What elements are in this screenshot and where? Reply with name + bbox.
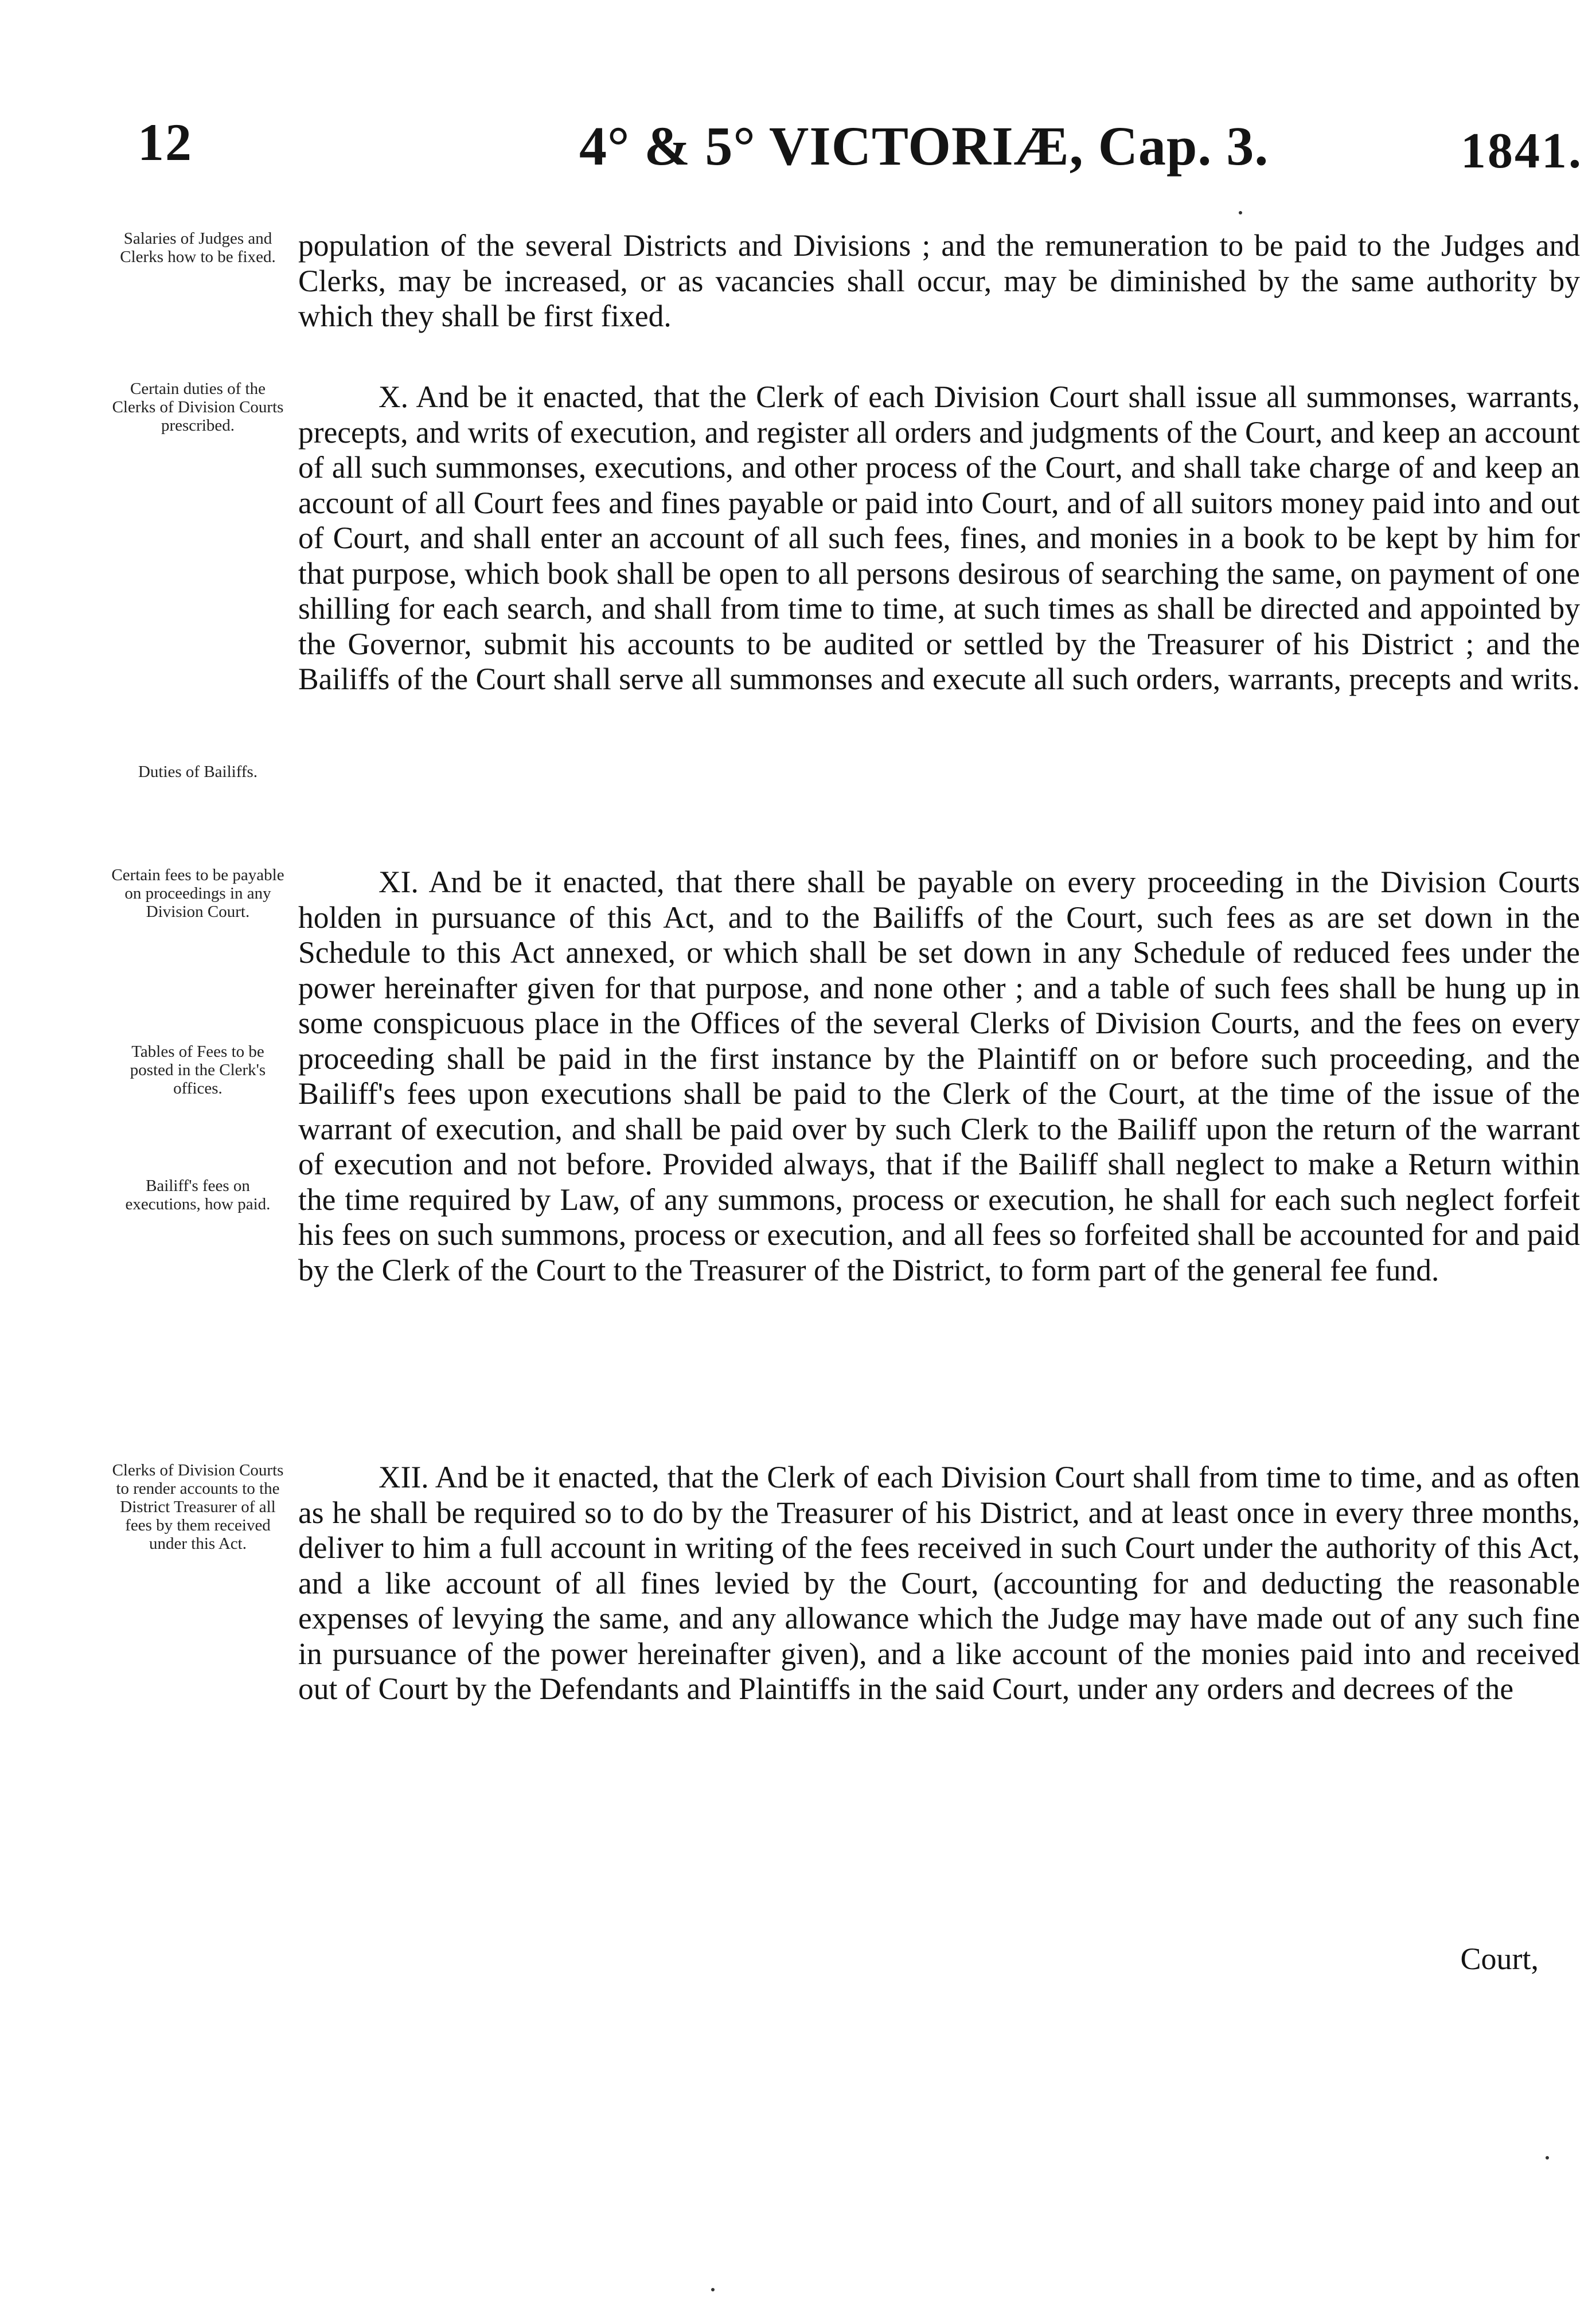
section-xi [298,865,1580,1288]
margin-note-certain-fees: Certain fees to be payable on proceedings in any Division Court. [111,866,284,921]
section-xi-text: XI. And be it enacted, that there shall be payable on every proceeding in the Division Courts holden in pursuance of this Act, and to the Bailiffs of the Court, such fees as are set down in the Schedule to this Act annexed, or which shall be set down in any Schedule of reduced fees under the power hereinafter given for that purpose, and none other ; and a table of such fees shall be hung up in some conspicuous place in the Offices of the several Clerks of Division Courts, and the fees on every proceeding shall be paid in the first instance by the Plaintiff on or before such proceeding, and the Bailiff's fees upon executions shall be paid to the Clerk of the Court, at the time of the issue of the warrant of execution, and shall be paid over by such Clerk to the Bailiff upon the return of the warrant of execution and not before. Provided always, that if the Bailiff shall neglect to make a Return within the time required by Law, of any summons, process or execution, he shall for each such neglect forfeit his fees on such summons, process or execution, and all fees so forfeited shall be accounted for and paid by the Clerk of the Court to the Treasurer of the District, to form part of the general fee fund. [298,865,1580,1287]
catchword: Court, [1460,1942,1539,1976]
margin-note-bailiff-duties: Duties of Bailiffs. [138,763,258,781]
section-xii-text: XII. And be it enacted, that the Clerk of each Division Court shall from time to time, and as often as he shall be required so to do by the Treasurer of his District, and at least once in every three months, deliver to him a full account in writing of the fees received in such Court under the authority of this Act, and a like account of all fines levied by the Court, (accounting for and deducting the reasonable expenses of levying the same, and any allowance which the Judge may have made out of any such fine in pursuance of the power hereinafter given), and a like account of the monies paid into and received out of Court by the Defendants and Plaintiffs in the said Court, under any orders and decrees of the [298,1460,1580,1706]
margin-note-tables-of-fees: Tables of Fees to be posted in the Clerk's offices. [130,1042,266,1098]
margin-note-clerk-accounts: Clerks of Division Courts to render accounts to the District Treasurer of all fees by them received under this Act. [112,1461,284,1553]
print-speck [711,2288,715,2291]
print-speck [1239,211,1242,214]
section-x-text: X. And be it enacted, that the Clerk of each Division Court shall issue all summonses, warrants, precepts, and writs of execution, and register all orders and judgments of the Court, and keep an account of all such summonses, executions, and other process of the Court, and shall take charge of and keep an account of all Court fees and fines payable or paid into Court, and of all suitors money paid into and out of Court, and shall enter an account of all such fees, fines, and monies in a book to be kept by him for that purpose, which book shall be open to all persons desirous of searching the same, on payment of one shilling for each search, and shall from time to time, at such times as shall be directed and appointed by the Governor, submit his accounts to be audited or settled by the Treasurer of his District ; and the Bailiffs of the Court shall serve all summonses and execute all such orders, warrants, precepts and writs. [298,380,1581,696]
paragraph-continuation [298,228,1580,334]
print-speck [1546,2156,1549,2159]
paragraph-text: population of the several Districts and Divisions ; and the remuneration to be paid to the Judges and Clerks, may be increased, or as vacancies shall occur, may be diminished by the same authority by which they shall be first fixed. [298,228,1580,333]
margin-note-clerk-duties: Certain duties of the Clerks of Division Courts prescribed. [112,380,284,435]
margin-note-bailiff-fees: Bailiff's fees on executions, how paid. [125,1177,271,1213]
page-number: 12 [138,113,193,171]
margin-note-salaries: Salaries of Judges and Clerks how to be fixed. [120,229,276,266]
section-xii [298,1460,1580,1707]
header-year: 1841. [1461,123,1583,179]
page-header [138,112,1583,198]
running-title: 4° & 5° VICTORIÆ, Cap. 3. [579,115,1269,177]
section-x [298,380,1580,697]
